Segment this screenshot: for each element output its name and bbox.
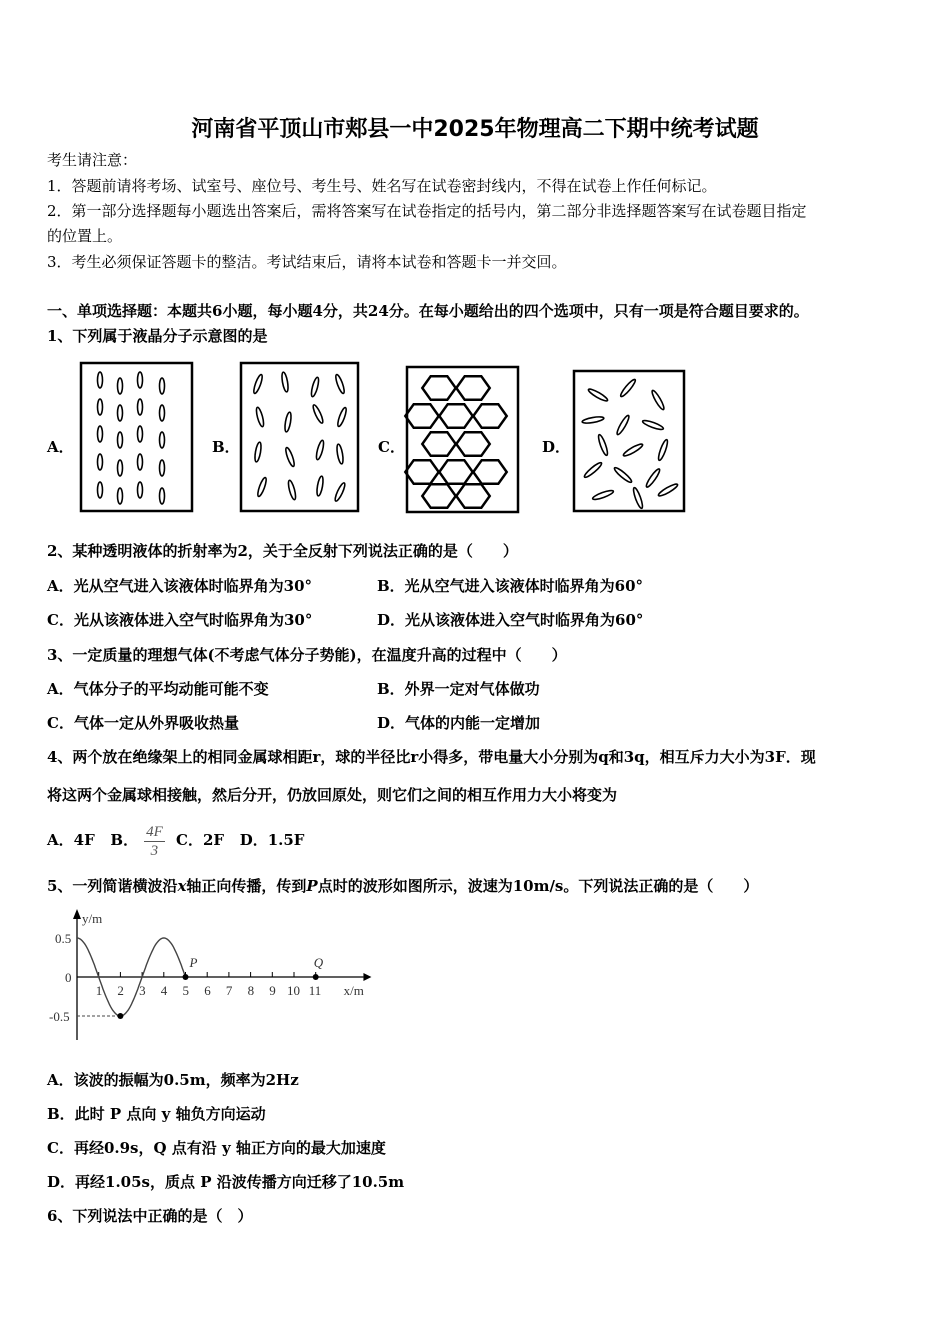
molecule xyxy=(642,419,664,431)
molecule xyxy=(622,442,644,457)
wave-graph xyxy=(40,905,380,1045)
x-tick-label: 10 xyxy=(287,983,300,998)
molecule xyxy=(160,432,165,448)
x-tick-label: 11 xyxy=(308,983,322,998)
figure-a-aligned-molecules xyxy=(80,362,193,512)
figure-d-random-molecules xyxy=(573,370,685,512)
q4-option-d: D．1.5F xyxy=(239,831,305,849)
hexagon xyxy=(456,432,489,456)
figure-b-liquid-crystal xyxy=(240,362,359,512)
q4-stem-line2: 将这两个金属球相接触，然后分开，仍放回原处，则它们之间的相互作用力大小将变为 xyxy=(47,786,618,804)
notice-item: 2．第一部分选择题每小题选出答案后，需将答案写在试卷指定的括号内，第二部分非选择题答案写在试卷题目指定 xyxy=(47,202,807,220)
molecule xyxy=(284,447,296,468)
q1-label-d: D． xyxy=(542,438,571,456)
molecule xyxy=(597,434,609,456)
molecule xyxy=(160,460,165,476)
molecule xyxy=(138,372,143,388)
hexagon xyxy=(439,460,472,484)
x-axis-arrow xyxy=(363,973,371,981)
q2-option-d: D．光从该液体进入空气时临界角为60° xyxy=(377,611,644,629)
q5-option-a: A．该波的振幅为0.5m，频率为2Hz xyxy=(47,1071,299,1089)
q3-option-c: C．气体一定从外界吸收热量 xyxy=(47,714,239,732)
molecule xyxy=(138,482,143,498)
section-heading: 一、单项选择题：本题共6小题，每小题4分，共24分。在每小题给出的四个选项中，只有一项是符合题目要求的。 xyxy=(47,302,809,320)
q5-option-d: D．再经1.05s，质点 P 沿波传播方向迁移了10.5m xyxy=(47,1173,405,1191)
hexagon xyxy=(422,484,455,508)
q5-stem xyxy=(47,876,758,896)
molecule xyxy=(160,405,165,421)
q2-stem: 2、某种透明液体的折射率为2，关于全反射下列说法正确的是（ ） xyxy=(47,542,518,560)
molecule xyxy=(252,374,264,395)
fraction-numerator: 4F xyxy=(146,823,163,840)
molecule xyxy=(334,374,346,395)
molecule xyxy=(645,468,662,489)
page-title: 河南省平顶山市郏县一中2025年物理高二下期中统考试题 xyxy=(191,117,759,142)
molecule xyxy=(336,444,344,465)
molecule xyxy=(336,407,348,428)
hexagon xyxy=(456,484,489,508)
trough-point xyxy=(117,1013,123,1019)
molecule xyxy=(98,482,103,498)
hexagon xyxy=(422,376,455,400)
q5-option-b: B．此时 P 点向 y 轴负方向运动 xyxy=(47,1105,266,1123)
molecule xyxy=(619,378,637,398)
molecule xyxy=(118,378,123,394)
molecule xyxy=(118,488,123,504)
q5-stem-var: P xyxy=(306,877,318,895)
molecule xyxy=(138,426,143,442)
q6-stem: 6、下列说法中正确的是（ ） xyxy=(47,1207,253,1225)
notice-item: 的位置上。 xyxy=(47,227,123,245)
q1-label-a: A． xyxy=(47,438,74,456)
q5-stem-text: 轴正向传播，传到 xyxy=(186,877,307,895)
molecule xyxy=(98,426,103,442)
molecule xyxy=(160,488,165,504)
molecule xyxy=(587,387,609,402)
hexagon xyxy=(456,376,489,400)
molecule xyxy=(583,461,603,479)
x-tick-label: 6 xyxy=(204,983,211,998)
x-tick-label: 4 xyxy=(160,983,168,998)
molecule xyxy=(582,416,605,425)
molecule xyxy=(138,454,143,470)
molecule xyxy=(281,372,289,393)
hexagon xyxy=(405,404,438,428)
q5-stem-text: 点时的波形如图所示，波速为10m/s。下列说法正确的是（ ） xyxy=(317,877,759,895)
x-tick-label: 5 xyxy=(182,983,189,998)
molecule xyxy=(657,439,669,461)
hexagon xyxy=(473,404,506,428)
q5-option-c: C．再经0.9s，Q 点有沿 y 轴正方向的最大加速度 xyxy=(47,1139,386,1157)
point-q-label: Q xyxy=(313,955,324,970)
q3-option-d: D．气体的内能一定增加 xyxy=(377,714,541,732)
q4-stem-line1: 4、两个放在绝缘架上的相同金属球相距r，球的半径比r小得多，带电量大小分别为q和3q，相互斥力大小为3F．现 xyxy=(47,748,816,766)
x-tick-label: 1 xyxy=(95,983,103,998)
q5-stem-text: 5、一列简谐横波沿 xyxy=(47,877,178,895)
q4-option-b: B． xyxy=(110,831,139,849)
hexagon xyxy=(473,460,506,484)
molecule xyxy=(310,377,320,398)
figure-c-hexagonal-lattice xyxy=(406,366,519,513)
molecule xyxy=(98,454,103,470)
molecule xyxy=(316,476,324,497)
notice-item: 1．答题前请将考场、试室号、座位号、考生号、姓名写在试卷密封线内，不得在试卷上作任何标记。 xyxy=(47,177,717,195)
molecule xyxy=(592,489,614,501)
molecule xyxy=(315,440,325,461)
molecule xyxy=(256,477,268,498)
fraction xyxy=(144,823,165,860)
hexagon xyxy=(439,404,472,428)
point-q xyxy=(313,974,319,980)
fraction-denominator: 3 xyxy=(150,842,159,859)
x-tick-label: 9 xyxy=(269,983,276,998)
q5-stem-var: x xyxy=(177,877,187,895)
notice-item: 3．考生必须保证答题卡的整洁。考试结束后，请将本试卷和答题卡一并交回。 xyxy=(47,253,567,271)
molecule xyxy=(657,482,679,497)
x-tick-label: 3 xyxy=(139,983,146,998)
molecule xyxy=(254,442,262,463)
x-axis-label: x/m xyxy=(343,983,364,998)
molecule xyxy=(160,378,165,394)
notice-heading: 考生请注意： xyxy=(47,151,138,169)
q4-option-c: C．2F xyxy=(176,831,225,849)
y-axis-label: y/m xyxy=(82,911,103,926)
y-tick-label: -0.5 xyxy=(49,1009,70,1024)
molecule xyxy=(255,407,265,428)
hexagon xyxy=(422,432,455,456)
point-p xyxy=(183,974,189,980)
y-tick-label: 0 xyxy=(65,970,72,985)
q1-label-b: B． xyxy=(212,438,240,456)
q2-option-a: A．光从空气进入该液体时临界角为30° xyxy=(47,577,313,595)
x-tick-label: 7 xyxy=(225,983,233,998)
molecule xyxy=(312,404,325,424)
point-p-label: P xyxy=(189,955,198,970)
molecule xyxy=(334,482,347,502)
hexagon xyxy=(405,460,438,484)
molecule xyxy=(98,372,103,388)
q3-option-a: A．气体分子的平均动能可能不变 xyxy=(47,680,269,698)
q4-options xyxy=(47,820,304,860)
molecule xyxy=(287,480,297,501)
molecule xyxy=(615,414,630,436)
y-axis-arrow xyxy=(73,909,81,919)
molecule xyxy=(118,460,123,476)
q2-option-b: B．光从空气进入该液体时临界角为60° xyxy=(377,577,644,595)
molecule xyxy=(118,405,123,421)
q3-option-b: B．外界一定对气体做功 xyxy=(377,680,540,698)
molecule xyxy=(284,412,292,433)
y-tick-label: 0.5 xyxy=(55,931,72,946)
molecule xyxy=(632,487,644,509)
x-tick-label: 8 xyxy=(247,983,255,998)
q1-stem: 1、下列属于液晶分子示意图的是 xyxy=(47,327,268,345)
molecule xyxy=(118,432,123,448)
q1-label-c: C． xyxy=(378,438,405,456)
molecule xyxy=(650,389,665,411)
q2-option-c: C．光从该液体进入空气时临界角为30° xyxy=(47,611,313,629)
x-tick-label: 2 xyxy=(117,983,124,998)
molecule xyxy=(138,399,143,415)
q4-option-a: A．4F xyxy=(47,831,95,849)
molecule xyxy=(98,399,103,415)
molecule xyxy=(613,466,633,484)
q3-stem: 3、一定质量的理想气体(不考虑气体分子势能)，在温度升高的过程中（ ） xyxy=(47,646,567,664)
